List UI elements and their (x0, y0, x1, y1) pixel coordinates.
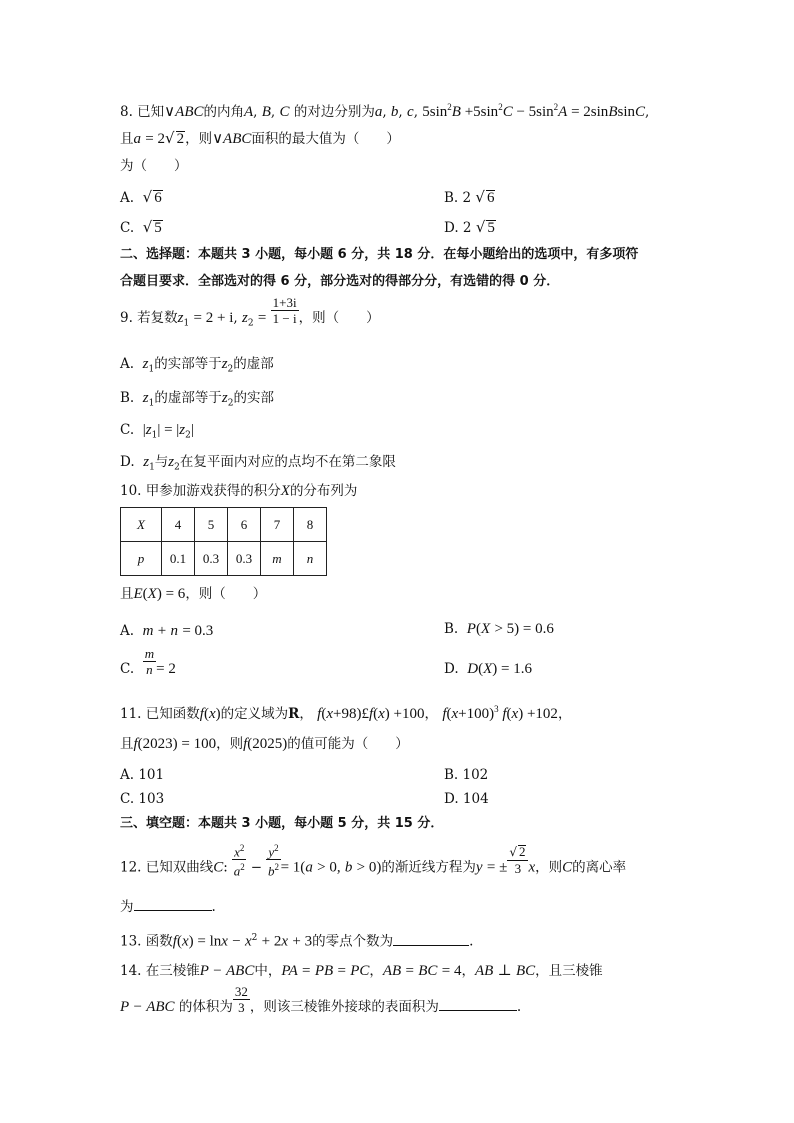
q9-option-b: B. $z_1$的虚部等于$z_2$的实部 (120, 390, 274, 409)
table-cell: 0.1 (162, 542, 195, 576)
table-row (121, 542, 327, 576)
table-cell: 6 (228, 508, 261, 542)
table-cell: 7 (261, 508, 294, 542)
table-cell: 0.3 (195, 542, 228, 576)
q8-line2: 且a = 2√ 2，则∨ABC面积的最大值为（ ） (120, 129, 400, 147)
q8-option-a: A. √ 6 (120, 188, 162, 206)
q8-option-d: D. 2 √ 5 (444, 218, 495, 236)
answer-blank[interactable] (393, 933, 469, 946)
distribution-table (120, 507, 327, 576)
q9-option-c: C. $|z_1| = |z_2|$ (120, 422, 194, 441)
table-cell: X (121, 508, 162, 542)
q12-line2: 为 . (120, 899, 216, 915)
q10-option-c: C. $\frac{m}{n}$ = 2 (120, 646, 176, 677)
section3-heading: 三、填空题：本题共 3 小题，每小题 5 分，共 15 分． (120, 816, 444, 831)
table-cell: n (294, 542, 327, 576)
q8-option-b: B. 2 √ 6 (444, 188, 495, 206)
q8-option-c: C. √ 5 (120, 218, 162, 236)
table-cell: p (121, 542, 162, 576)
q8-stem: 8. 已知∨ABC的内角A, B, C 的对边分别为a, b, c, $5\sin^2B +5\sin^2C - 5\sin^2A$ = 2sinBsinC, (120, 102, 650, 120)
table-row (121, 508, 327, 542)
q9-option-a: A. $z_1$的实部等于$z_2$的虚部 (120, 356, 274, 375)
q14-line2: P − ABC 的体积为 $\frac{32}{3}$ ，则该三棱锥外接球的表面积为 . (120, 984, 522, 1015)
q10-stem: 10. 甲参加游戏获得的积分X的分布列为 (120, 483, 358, 499)
q11-option-d: D. 104 (444, 791, 489, 807)
q10-option-b: B. P(X > 5) = 0.6 (444, 621, 554, 637)
answer-blank[interactable] (134, 898, 212, 911)
section2-heading-line2: 合题目要求．全部选对的得 6 分，部分选对的得部分分，有选错的得 0 分． (120, 274, 560, 289)
q11-option-b: B. 102 (444, 767, 489, 783)
q9-stem: 9. 若复数$z_1 = 2 + i$, $z_2$ = $\frac{1+3i}{1 - i}$ ，则（ ） (120, 295, 380, 329)
q12-stem: 12. 已知双曲线C: $\frac{x^2}{a^2}$ − $\frac{y^2}{b^2}$ = 1(a > 0, b > 0)的渐近线方程为y = ± $\frac{√ 2}{3}$ x，则C的离心率 (120, 843, 627, 879)
table-cell: 4 (162, 508, 195, 542)
q10-option-a: A. m + n = 0.3 (120, 623, 214, 639)
q11-stem: 11. 已知函数f(x)的定义域为R， f(x+98)£f(x) +100， $f(x+100)^3$ f(x) +102， (120, 704, 572, 722)
q10-option-d: D. D(X) = 1.6 (444, 661, 532, 677)
answer-blank[interactable] (439, 998, 517, 1011)
q8-line3: 为（ ） (120, 158, 188, 174)
q11-option-a: A. 101 (120, 767, 165, 783)
q13-stem: 13. 函数$f(x) = \ln x - x^2 + 2x + 3$的零点个数为 . (120, 933, 474, 950)
q9-option-d: D. $z_1$与$z_2$在复平面内对应的点均不在第二象限 (120, 454, 396, 473)
table-cell: 8 (294, 508, 327, 542)
q10-condition: 且E(X) = 6，则（ ） (120, 586, 267, 602)
table-cell: m (261, 542, 294, 576)
q11-option-c: C. 103 (120, 791, 165, 807)
q14-stem: 14. 在三棱锥P − ABC中，PA = PB = PC，AB = BC = 4，AB ⊥ BC，且三棱锥 (120, 963, 603, 979)
table-cell: 5 (195, 508, 228, 542)
q11-line2: 且f(2023) = 100，则f(2025)的值可能为（ ） (120, 736, 409, 752)
table-cell: 0.3 (228, 542, 261, 576)
section2-heading-line1: 二、选择题：本题共 3 小题，每小题 6 分，共 18 分．在每小题给出的选项中，有多项符 (120, 247, 639, 262)
